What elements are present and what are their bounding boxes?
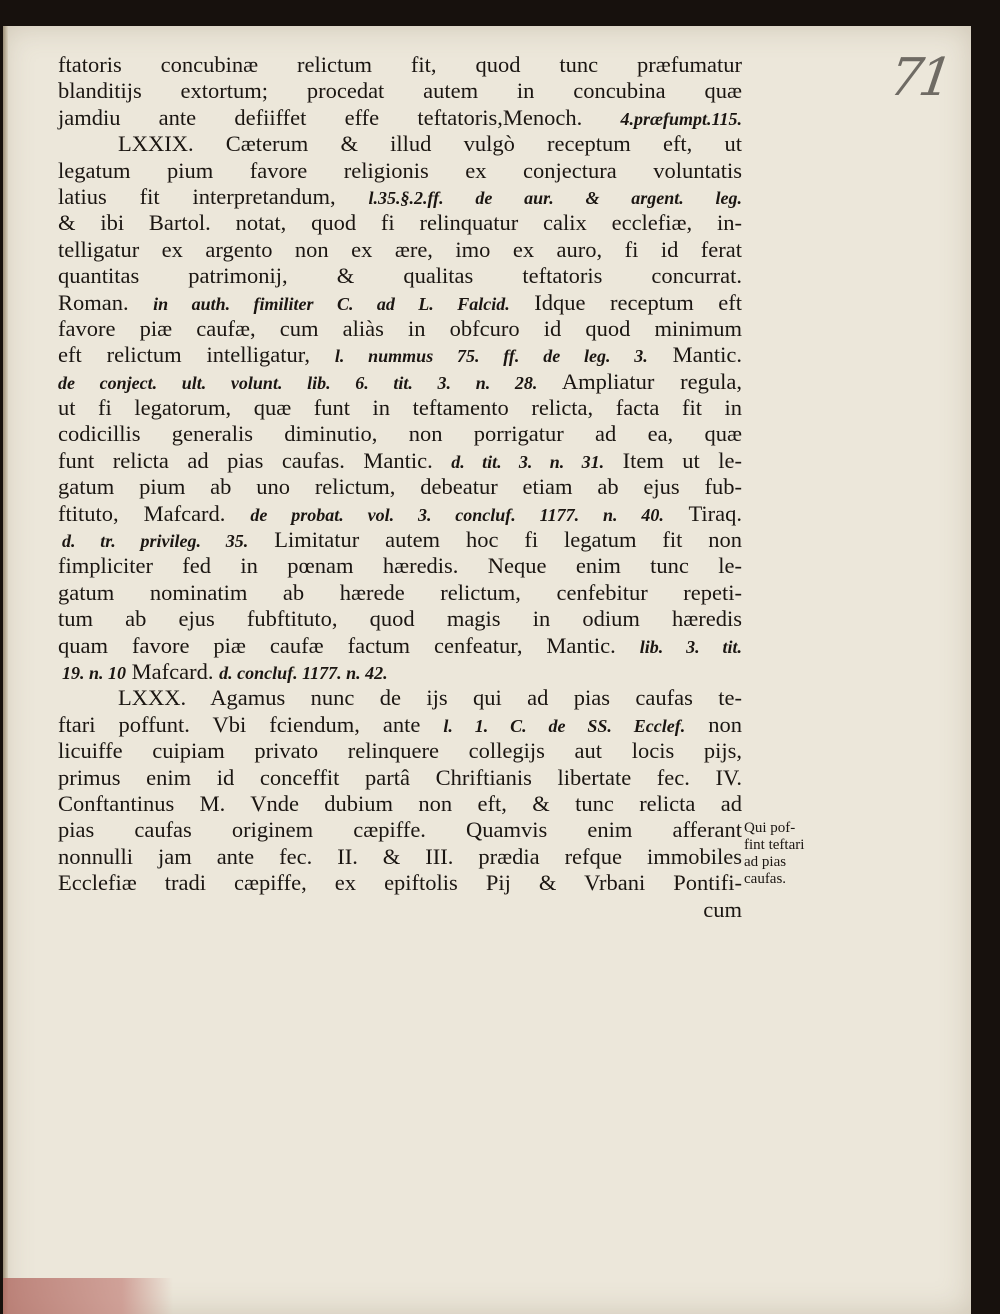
citation: de probat. vol. 3. concluf. 1177. n. 40.	[250, 504, 664, 525]
text-line	[58, 580, 742, 606]
text-segment: funt relicta ad pias caufas. Mantic.	[58, 447, 452, 473]
text-segment: quam favore piæ caufæ factum cenfeatur, Mantic.	[58, 632, 640, 658]
text-line	[58, 712, 742, 738]
text-segment: Ampliatur regula,	[537, 368, 742, 394]
citation: l. nummus 75. ff. de leg. 3.	[334, 346, 648, 367]
marginal-note-line: caufas.	[744, 871, 787, 887]
text-segment: LXXX. Agamus nunc de ijs qui ad pias caufas te-	[118, 685, 742, 711]
text-line	[58, 263, 742, 289]
text-line	[58, 78, 742, 104]
text-segment: cum	[703, 896, 742, 922]
text-segment: licuiffe cuipiam privato relinquere collegijs aut locis pijs,	[58, 738, 742, 764]
text-segment: telligatur ex argento non ex ære, imo ex auro, fi id ferat	[58, 236, 742, 262]
text-line	[58, 870, 742, 896]
text-line	[58, 897, 742, 923]
text-segment: Ecclefiæ tradi cæpiffe, ex epiftolis Pij & Vrbani Pontifi-	[58, 870, 742, 896]
text-line	[58, 501, 742, 527]
text-line	[58, 685, 742, 711]
text-segment: pias caufas originem cæpiffe. Quamvis enim afferant	[58, 817, 742, 843]
text-line	[58, 765, 742, 791]
body-text	[58, 52, 742, 923]
text-line	[58, 738, 742, 764]
text-segment: tum ab ejus fubftituto, quod magis in odium hæredis	[58, 606, 742, 632]
text-line	[58, 395, 742, 421]
marginal-note-line: fint teftari	[744, 837, 805, 853]
text-line	[58, 421, 742, 447]
text-segment: Mantic.	[647, 342, 743, 368]
text-line	[58, 210, 742, 236]
text-segment: latius fit interpretandum,	[58, 183, 369, 209]
text-segment: eft relictum intelligatur,	[58, 342, 335, 368]
citation: de conject. ult. volunt. lib. 6. tit. 3. n. 28.	[58, 372, 538, 393]
text-line	[58, 237, 742, 263]
text-segment: Roman.	[58, 289, 154, 315]
text-segment: legatum pium favore religionis ex conjectura voluntatis	[58, 157, 742, 183]
text-segment: favore piæ caufæ, cum aliàs in obfcuro id quod minimum	[58, 315, 742, 341]
text-segment: LXXIX. Cæterum & illud vulgò receptum eft, ut	[118, 131, 742, 157]
text-line	[58, 527, 742, 553]
text-segment: gatum pium ab uno relictum, debeatur etiam ab ejus fub-	[58, 474, 742, 500]
citation: d. tr. privileg. 35.	[62, 531, 249, 552]
text-segment: Idque receptum eft	[509, 289, 742, 315]
text-segment: gatum nominatim ab hærede relictum, cenfebitur repeti-	[58, 579, 742, 605]
text-line	[58, 659, 742, 685]
text-segment: non	[685, 711, 743, 737]
citation: l. 1. C. de SS. Ecclef.	[443, 715, 686, 736]
text-line	[58, 184, 742, 210]
text-line	[58, 316, 742, 342]
text-line	[58, 158, 742, 184]
text-line	[58, 448, 742, 474]
citation: in auth. fimiliter C. ad L. Falcid.	[153, 293, 510, 314]
text-segment: fimpliciter fed in pœnam hæredis. Neque enim tunc le-	[58, 553, 742, 579]
text-segment: & ibi Bartol. notat, quod fi relinquatur calix ecclefiæ, in-	[58, 210, 742, 236]
text-line	[58, 791, 742, 817]
text-segment: ftari poffunt. Vbi fciendum, ante	[58, 711, 444, 737]
text-line	[58, 553, 742, 579]
text-segment: primus enim id conceffit partâ Chriftianis libertate fec. IV.	[58, 764, 742, 790]
text-segment: jamdiu ante defiiffet effe teftatoris,Menoch.	[58, 104, 621, 130]
citation: lib. 3. tit.	[639, 636, 742, 657]
text-segment: ut fi legatorum, quæ funt in teftamento relicta, facta fit in	[58, 395, 742, 421]
text-segment: quantitas patrimonij, & qualitas teftatoris concurrat.	[58, 263, 742, 289]
marginal-note	[744, 820, 854, 888]
text-line	[58, 474, 742, 500]
citation: 19. n. 10	[62, 662, 127, 683]
marginal-note-line: Qui pof-	[744, 820, 796, 836]
text-segment: Limitatur autem hoc fi legatum fit non	[248, 527, 742, 553]
text-segment: Mafcard.	[126, 658, 220, 684]
marginal-note-line: ad pias	[744, 854, 787, 870]
text-line	[58, 633, 742, 659]
text-line	[58, 131, 742, 157]
text-line	[58, 369, 742, 395]
page-edge	[3, 26, 8, 1314]
text-segment: ftituto, Mafcard.	[58, 500, 251, 526]
text-segment: Conftantinus M. Vnde dubium non eft, & tunc relicta ad	[58, 790, 742, 816]
text-segment: ftatoris concubinæ relictum fit, quod tunc præfumatur	[58, 52, 742, 77]
page-stain	[3, 1278, 173, 1314]
text-line	[58, 290, 742, 316]
text-line	[58, 342, 742, 368]
page-number: 71	[885, 48, 953, 108]
text-segment: blanditijs extortum; procedat autem in concubina quæ	[58, 78, 742, 104]
citation: l.35.§.2.ff. de aur. & argent. leg.	[368, 187, 742, 208]
text-segment: Item ut le-	[604, 447, 743, 473]
text-line	[58, 105, 742, 131]
citation: d. concluf. 1177. n. 42.	[219, 662, 388, 683]
text-segment: Tiraq.	[663, 500, 743, 526]
citation: 4.præfumpt.115.	[620, 108, 742, 129]
text-segment: codicillis generalis diminutio, non porrigatur ad ea, quæ	[58, 421, 742, 447]
text-line	[58, 606, 742, 632]
text-segment: nonnulli jam ante fec. II. & III. prædia refque immobiles	[58, 843, 742, 869]
citation: d. tit. 3. n. 31.	[451, 451, 605, 472]
text-line	[58, 817, 742, 843]
text-line	[58, 52, 742, 78]
text-line	[58, 844, 742, 870]
